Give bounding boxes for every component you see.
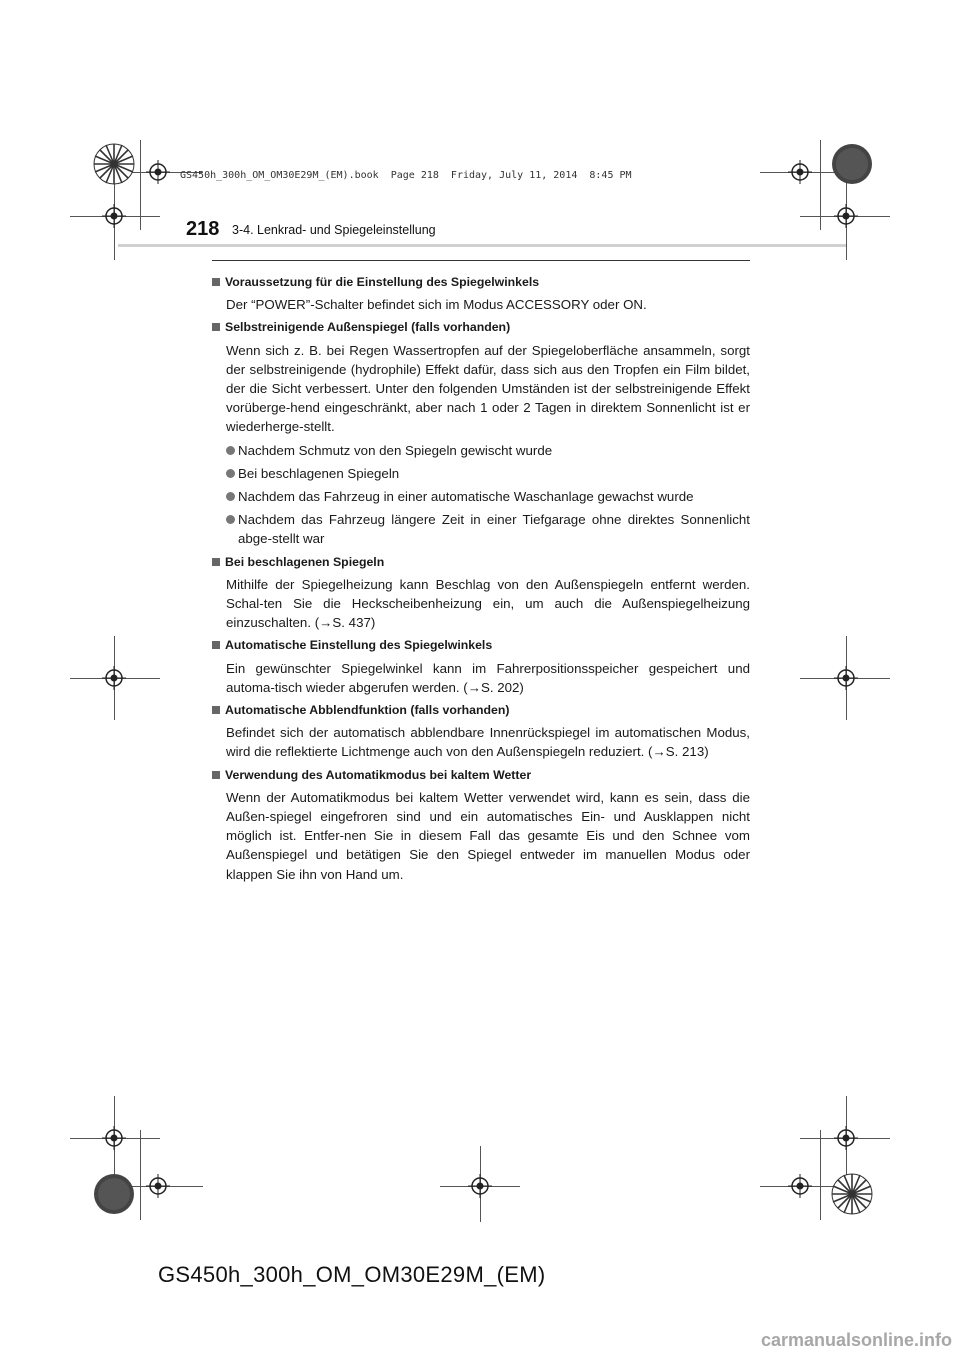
section-text: Mithilfe der Spiegelheizung kann Beschlag von den Außenspiegeln entfernt werden. Schal-ten Sie die Heckscheibenheizung ein, um auch die Außenspiegelheizung einzuschalten. (→S. 437) [226, 576, 750, 631]
section-block [212, 553, 750, 633]
page-body [212, 269, 750, 887]
section-heading: Automatische Abblendfunktion (falls vorhanden) [212, 701, 750, 720]
section-heading: Bei beschlagenen Spiegeln [212, 553, 750, 572]
star-target-icon [830, 1172, 874, 1216]
registration-mark-icon [102, 204, 126, 228]
list-item: Nachdem Schmutz von den Spiegeln gewischt wurde [212, 441, 750, 460]
section-block [212, 273, 750, 314]
registration-mark-icon [788, 1174, 812, 1198]
star-target-icon [92, 142, 136, 186]
watermark: carmanualsonline.info [760, 1330, 952, 1350]
section-heading: Selbstreinigende Außenspiegel (falls vorhanden) [212, 318, 750, 337]
section-text: Befindet sich der automatisch abblendbare Innenrückspiegel im automatischen Modus, wird die reflektierte Lichtmenge auch von den Außenspiegeln reduziert. (→S. 213) [226, 725, 750, 760]
gray-dot-icon [830, 142, 874, 186]
list-item: Bei beschlagenen Spiegeln [212, 464, 750, 483]
registration-mark-icon [788, 160, 812, 184]
section-text: Wenn sich z. B. bei Regen Wassertropfen auf der Spiegeloberfläche ansammeln, sorgt der selbstreinigende (hydrophile) Effekt dafür, dass sich aus den Tropfen ein Film bildet, der die Sicht verbessert. Unter den folgenden Umständen ist der selbstreinigende Effekt vorüberge-hend eingeschränkt, aber nach 1 oder 2 Tagen in direktem Sonnenlicht ist er wiederherge-stellt. [226, 342, 750, 435]
registration-mark-icon [146, 160, 170, 184]
registration-mark-icon [146, 1174, 170, 1198]
list-item: Nachdem das Fahrzeug längere Zeit in einer Tiefgarage ohne direktes Sonnenlicht abge-stellt war [212, 510, 750, 548]
section-heading: Automatische Einstellung des Spiegelwinkels [212, 636, 750, 655]
registration-mark-icon [834, 204, 858, 228]
registration-mark-icon [468, 1174, 492, 1198]
book-file-line: GS450h_300h_OM_OM30E29M_(EM).book Page 218 Friday, July 11, 2014 8:45 PM [180, 170, 632, 181]
section-text: Der “POWER”-Schalter befindet sich im Modus ACCESSORY oder ON. [226, 297, 647, 313]
list-item: Nachdem das Fahrzeug in einer automatische Waschanlage gewachst wurde [212, 487, 750, 506]
section-text: Wenn der Automatikmodus bei kaltem Wetter verwendet wird, kann es sein, dass die Außen-spiegel eingefroren sind und ein automatisches Ein- und Ausklappen nicht möglich ist. Entfer-nen Sie in diesem Fall das gesamte Eis und den Schnee vom Außenspiegel und betätigen Sie den Spiegel entweder im manuellen Modus oder klappen Sie ihn von Hand um. [226, 789, 750, 882]
section-block [212, 636, 750, 697]
registration-mark-icon [102, 1126, 126, 1150]
section-heading: Voraussetzung für die Einstellung des Spiegelwinkels [212, 273, 750, 292]
registration-mark-icon [834, 666, 858, 690]
registration-mark-icon [102, 666, 126, 690]
registration-mark-icon [834, 1126, 858, 1150]
page-number: 218 [186, 218, 220, 240]
header-rule [212, 260, 750, 261]
section-heading: Verwendung des Automatikmodus bei kaltem Wetter [212, 766, 750, 785]
section-text: Ein gewünschter Spiegelwinkel kann im Fahrerpositionsspeicher gespeichert und automa-tisch wieder abgerufen werden. (→S. 202) [226, 660, 750, 695]
gray-dot-icon [92, 1172, 136, 1216]
section-block [212, 318, 750, 548]
section-block [212, 766, 750, 884]
section-block [212, 701, 750, 762]
section-title: 3-4. Lenkrad- und Spiegeleinstellung [232, 223, 436, 237]
footer-code: GS450h_300h_OM_OM30E29M_(EM) [158, 1262, 546, 1287]
header-bar [118, 244, 846, 247]
